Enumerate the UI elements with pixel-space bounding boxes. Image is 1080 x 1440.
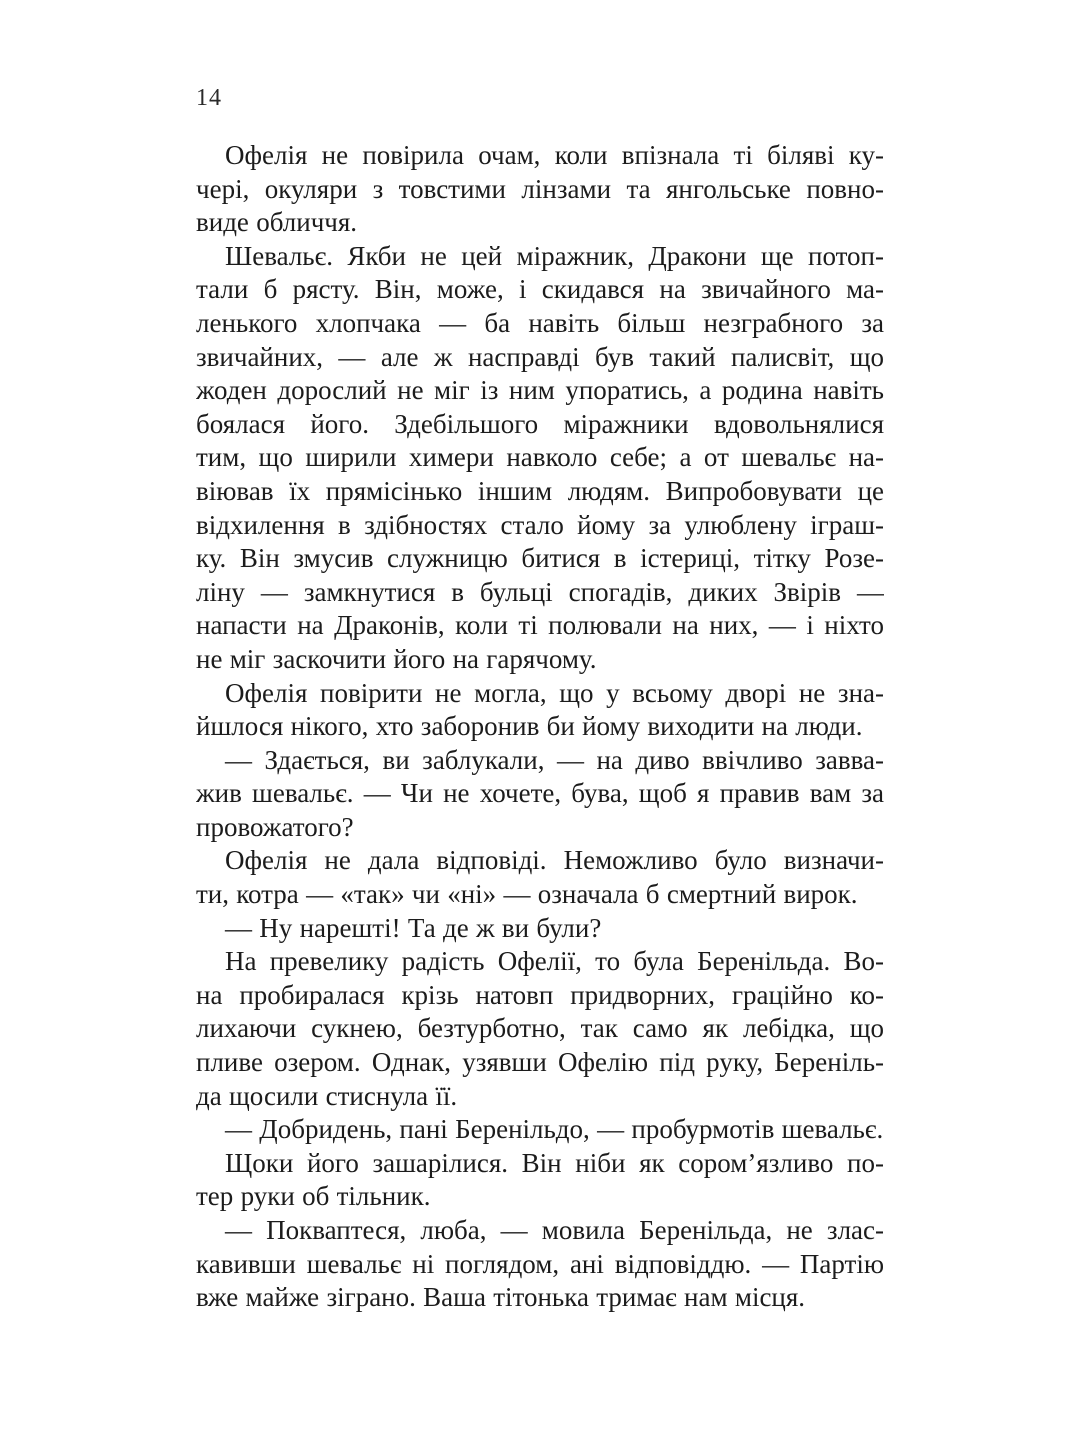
text-line: Офелія не дала відповіді. Неможливо було визначи- bbox=[225, 845, 884, 876]
text-line: тали б рясту. Він, може, і скидався на звичайного ма- bbox=[196, 274, 884, 305]
text-line: На превелику радість Офелії, то була Беренільда. Во- bbox=[225, 946, 884, 977]
text-line: ку. Він змусив служницю битися в істериці, тітку Розе- bbox=[196, 543, 884, 574]
text-line: не міг заскочити його на гарячому. bbox=[196, 643, 597, 674]
paragraph bbox=[196, 240, 884, 677]
text-line: йшлося нікого, хто заборонив би йому виходити на люди. bbox=[196, 711, 863, 742]
text-line: чері, окуляри з товстими лінзами та янгольське повно- bbox=[196, 173, 884, 204]
text-line: — Покваптеся, люба, — мовила Беренільда, не злас- bbox=[225, 1215, 884, 1245]
paragraph bbox=[196, 912, 884, 946]
paragraph bbox=[196, 677, 884, 744]
text-line: кавивши шевальє ні поглядом, ані відповіддю. — Партію bbox=[196, 1248, 884, 1279]
paragraph bbox=[196, 844, 884, 911]
paragraph bbox=[196, 744, 884, 845]
text-line: ленького хлопчака — ба навіть більш незграбного за bbox=[196, 307, 884, 338]
text-line: відхилення в здібностях стало йому за улюблену іграш- bbox=[196, 509, 884, 540]
text-line: жоден дорослий не міг із ним упоратись, а родина навіть bbox=[196, 375, 884, 406]
text-line: боялася його. Здебільшого міражники вдовольнялися bbox=[196, 408, 884, 439]
text-line: Офелія не повірила очам, коли впізнала ті біляві ку- bbox=[225, 140, 884, 170]
text-line: вже майже зіграно. Ваша тітонька тримає нам місця. bbox=[196, 1282, 806, 1313]
text-line: ліну — замкнутися в бульці спогадів, диких Звірів — bbox=[196, 576, 884, 607]
paragraph bbox=[196, 1147, 884, 1214]
paragraph bbox=[196, 139, 884, 240]
text-line: напасти на Драконів, коли ті полювали на них, — і ніхто bbox=[196, 610, 884, 641]
text-line: тер руки об тільник. bbox=[196, 1181, 431, 1212]
text-line: ти, котра — «так» чи «ні» — означала б смертний вирок. bbox=[196, 879, 858, 910]
page-number: 14 bbox=[196, 85, 222, 111]
text-line: виде обличчя. bbox=[196, 207, 358, 238]
text-line: тим, що ширили химери навколо себе; а от шевальє на- bbox=[196, 442, 884, 473]
paragraph bbox=[196, 1113, 884, 1147]
text-line: — Добридень, пані Беренільдо, — пробурмотів шевальє. bbox=[225, 1114, 884, 1145]
text-line: провожатого? bbox=[196, 811, 354, 842]
text-block bbox=[196, 139, 884, 1315]
text-line: — Ну нарешті! Та де ж ви були? bbox=[225, 912, 602, 943]
text-line: лихаючи сукнею, безтурботно, так само як лебідка, що bbox=[196, 1013, 884, 1044]
text-line: жив шевальє. — Чи не хочете, бува, щоб я правив вам за bbox=[196, 778, 884, 809]
text-line: Шевальє. Якби не цей міражник, Дракони ще потоп- bbox=[225, 240, 884, 271]
text-line: Офелія повірити не могла, що у всьому дворі не зна- bbox=[225, 677, 884, 708]
text-line: Щоки його зашарілися. Він ніби як сором’язливо по- bbox=[225, 1147, 884, 1178]
paragraph bbox=[196, 1214, 884, 1315]
paragraph bbox=[196, 945, 884, 1113]
text-line: — Здається, ви заблукали, — на диво ввічливо завва- bbox=[225, 744, 884, 775]
text-line: пливе озером. Однак, узявши Офелію під руку, Береніль- bbox=[196, 1047, 884, 1078]
text-line: на пробиралася крізь натовп придворних, граційно ко- bbox=[196, 979, 884, 1010]
text-line: віював їх прямісінько іншим людям. Випробовувати це bbox=[196, 475, 884, 506]
text-line: да щосили стиснула її. bbox=[196, 1080, 458, 1111]
text-line: звичайних, — але ж насправді був такий палисвіт, що bbox=[196, 341, 884, 372]
